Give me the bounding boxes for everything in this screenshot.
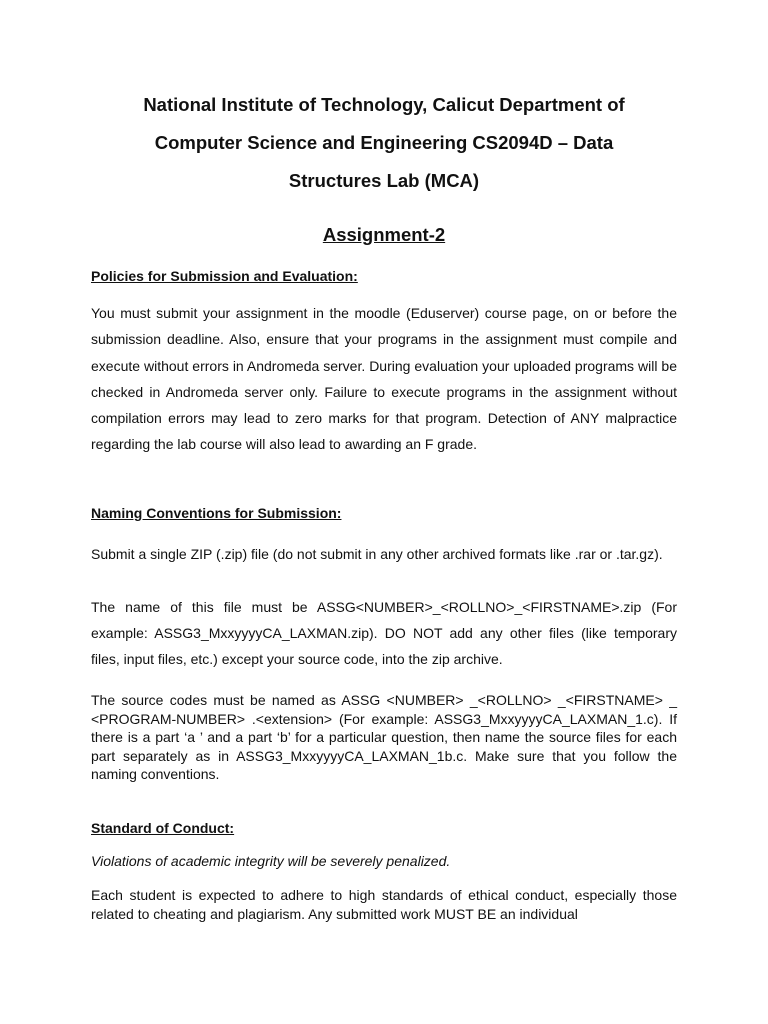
policies-heading: Policies for Submission and Evaluation: xyxy=(91,268,358,284)
document-title xyxy=(90,86,678,200)
conduct-paragraph: Each student is expected to adhere to high standards of ethical conduct, especially those related to cheating and plagiarism. Any submitted work MUST BE an individual xyxy=(91,887,677,922)
naming-heading: Naming Conventions for Submission: xyxy=(91,505,342,521)
naming-paragraph-2: The name of this file must be ASSG<NUMBER>_<ROLLNO>_<FIRSTNAME>.zip (For example: ASSG3_MxxyyyyCA_LAXMAN.zip). DO NOT add any other files (like temporary files, input files, etc.) except your source code, into the zip archive. xyxy=(91,599,677,667)
naming-paragraph-3: The source codes must be named as ASSG <NUMBER> _<ROLLNO> _<FIRSTNAME> _ <PROGRAM-NUMBER> .<extension> (For example: ASSG3_MxxyyyyCA_LAXMAN_1.c). If there is a part ‘a ’ and a part ‘b’ for a particular question, then name the source files for each part separately as in ASSG3_MxxyyyyCA_LAXMAN_1b.c. Make sure that you follow the naming conventions. xyxy=(91,692,677,783)
conduct-italic-note: Violations of academic integrity will be severely penalized. xyxy=(91,853,451,869)
naming-paragraph-1: Submit a single ZIP (.zip) file (do not submit in any other archived formats like .rar or .tar.gz). xyxy=(91,546,663,562)
conduct-heading: Standard of Conduct: xyxy=(91,820,235,836)
assignment-title: Assignment-2 xyxy=(322,224,446,245)
title-line-3: Structures Lab (MCA) xyxy=(288,170,480,191)
title-line-2: Computer Science and Engineering CS2094D – Data xyxy=(154,132,614,153)
policies-paragraph: You must submit your assignment in the moodle (Eduserver) course page, on or before the submission deadline. Also, ensure that your programs in the assignment must compile and execute without errors in Andromeda server. During evaluation your uploaded programs will be checked in Andromeda server only. Failure to execute programs in the assignment without compilation errors may lead to zero marks for that program. Detection of ANY malpractice regarding the lab course will also lead to awarding an F grade. xyxy=(91,305,677,453)
title-line-1: National Institute of Technology, Calicut Department of xyxy=(143,94,625,115)
